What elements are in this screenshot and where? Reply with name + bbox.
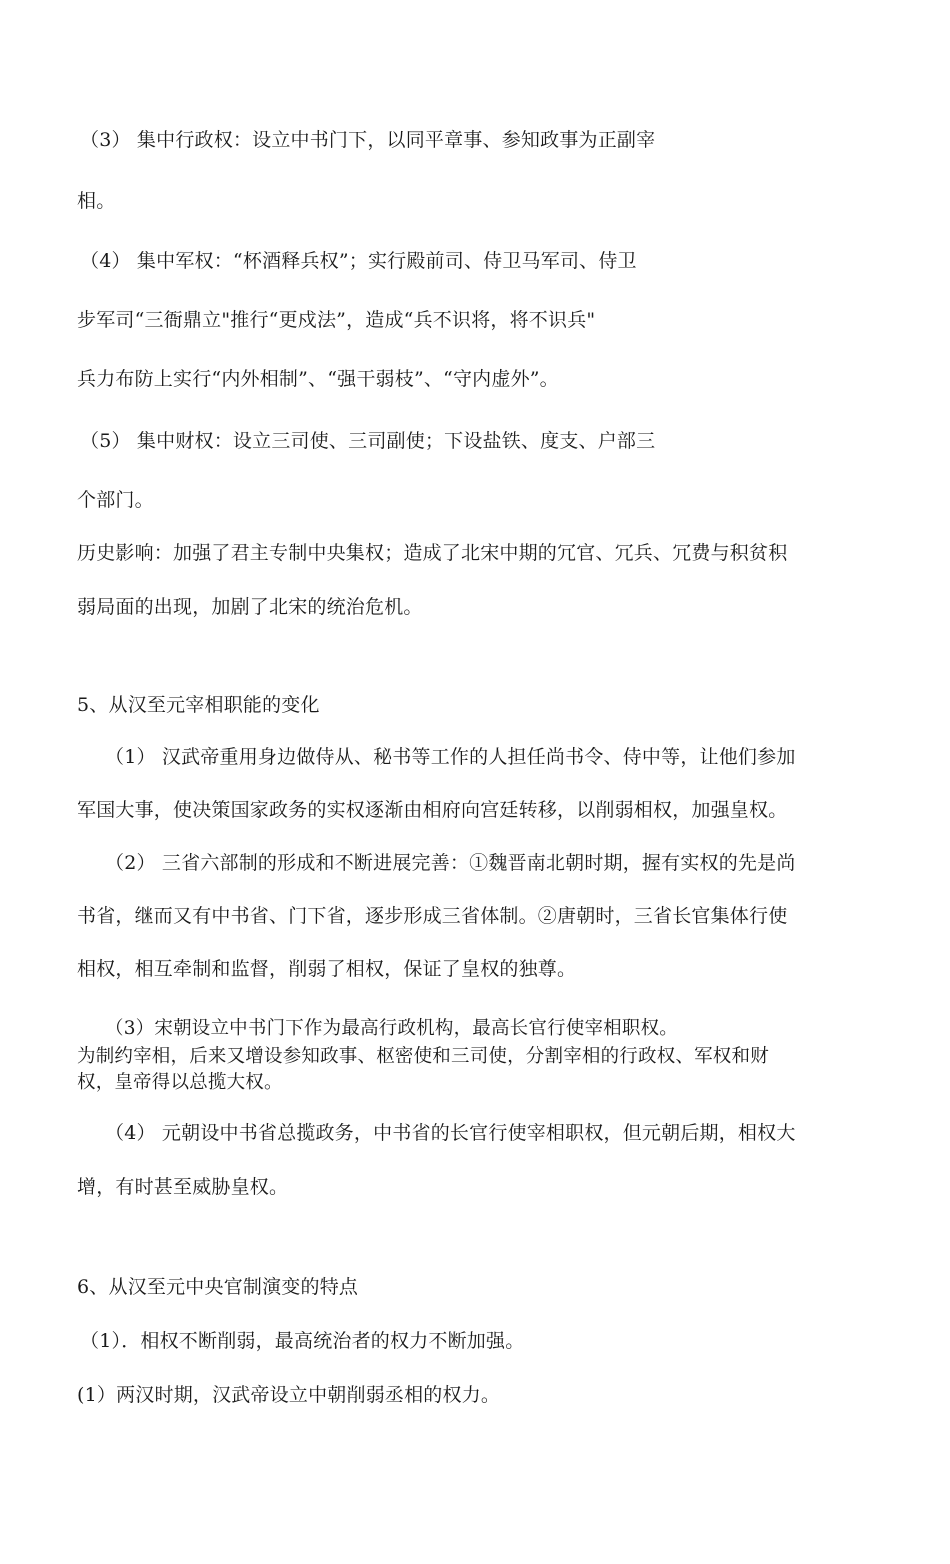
- item5-line1: （5） 集中财权：设立三司使、三司副使；下设盐铁、度支、户部三: [80, 430, 656, 452]
- section5-title: 5、从汉至元宰相职能的变化: [77, 694, 320, 716]
- section5-p1-line1: （1） 汉武帝重用身边做侍从、秘书等工作的人担任尚书令、侍中等，让他们参加: [105, 746, 796, 768]
- impact-line1: 历史影响：加强了君主专制中央集权；造成了北宋中期的冗官、冗兵、冗费与积贫积: [77, 542, 788, 564]
- item4-line3: 兵力布防上实行“内外相制”、“强干弱枝”、“守内虚外”。: [77, 368, 559, 390]
- section6-p1: （1）．相权不断削弱，最高统治者的权力不断加强。: [80, 1330, 525, 1352]
- section5-p1-line2: 军国大事，使决策国家政务的实权逐渐由相府向宫廷转移，以削弱相权，加强皇权。: [77, 799, 788, 821]
- section5-p3-line2: 为制约宰相，后来又增设参知政事、枢密使和三司使，分割宰相的行政权、军权和财: [77, 1046, 769, 1067]
- item3-line2: 相。: [77, 190, 116, 212]
- item4-line1: （4） 集中军权：“杯酒释兵权”；实行殿前司、侍卫马军司、侍卫: [80, 250, 637, 272]
- item5-line2: 个部门。: [77, 489, 154, 511]
- section5-p2-line2: 书省，继而又有中书省、门下省，逐步形成三省体制。②唐朝时，三省长官集体行使: [77, 905, 788, 927]
- section5-p4-line2: 增，有时甚至威胁皇权。: [77, 1176, 289, 1198]
- section5-p4-line1: （4） 元朝设中书省总揽政务，中书省的长官行使宰相职权，但元朝后期，相权大: [105, 1122, 796, 1144]
- section5-p2-line3: 相权，相互牵制和监督，削弱了相权，保证了皇权的独尊。: [77, 958, 577, 980]
- section5-p3-line3: 权，皇帝得以总揽大权。: [77, 1072, 283, 1093]
- impact-line2: 弱局面的出现，加剧了北宋的统治危机。: [77, 596, 423, 618]
- item3-line1: （3） 集中行政权：设立中书门下，以同平章事、参知政事为正副宰: [80, 129, 656, 151]
- section6-p2: (1）两汉时期，汉武帝设立中朝削弱丞相的权力。: [77, 1384, 501, 1406]
- section5-p3-line1: （3）宋朝设立中书门下作为最高行政机构，最高长官行使宰相职权。: [105, 1018, 678, 1039]
- item4-line2: 步军司“三衙鼎立"推行“更戍法”，造成“兵不识将，将不识兵": [77, 309, 596, 331]
- section5-p2-line1: （2） 三省六部制的形成和不断进展完善：①魏晋南北朝时期，握有实权的先是尚: [105, 852, 796, 874]
- section6-title: 6、从汉至元中央官制演变的特点: [77, 1276, 359, 1298]
